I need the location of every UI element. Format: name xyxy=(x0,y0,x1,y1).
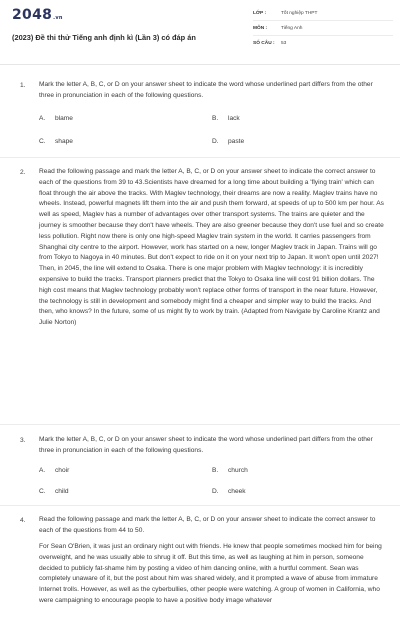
question-number: 2. xyxy=(20,169,26,176)
option-letter: B. xyxy=(212,115,219,122)
question-number: 4. xyxy=(20,517,26,524)
question-3 xyxy=(0,425,400,506)
question-2 xyxy=(0,158,400,425)
option-b[interactable] xyxy=(212,467,248,474)
option-text: cheek xyxy=(228,488,246,495)
option-letter: A. xyxy=(39,467,46,474)
question-prompt: Mark the letter A, B, C, or D on your answer sheet to indicate the word whose underlined part differs from the other three in pronunciation in each of the following questions. xyxy=(39,81,373,99)
option-letter: D. xyxy=(212,488,219,495)
meta-value: 53 xyxy=(281,40,287,46)
reading-passage: Read the following passage and mark the letter A, B, C, or D on your answer sheet to indicate the correct answer to each of the questions from 39 to 43.Scientists have dreamed for a long time about building a 'flying train' which can float through the air above the tracks. With Maglev technology, their dreams are now a reality. Maglev trains have no wheels. Instead, powerful magnets lift them into the air and push them forward, at speeds of up to 500 km per hour. As well as speed, Maglev has a number of advantages over other transport systems. The trains are quieter and the journey is smoother because they don't have wheels. They are also greener because they don't use fuel and so create less pollution. Right now there is only one high-speed Maglev train system in the world. It carries passengers from Shanghai city centre to the airport. However, work has started on a new, longer Maglev track in Japan. Trains will go from Tokyo to Nagoya in 40 minutes. But don't expect to ride on it on your next trip to Japan. It won't open until 2027! Then, in 2045, the line will extend to Osaka. There is one major problem with Maglev technology: it is incredibly expensive to build the tracks. Transport planners predict that the Tokyo to Osaka line will cost 91 billion dollars. The high cost means that Maglev technology probably won't replace other forms of transport in the near future. However, the technology is still in development and somebody might find a cheaper and simpler way to build the tracks. And then, who knows? In the future, some of us might fly to work by train. (Adapted from Navigate by Caroline Krantz and Julie Norton) xyxy=(39,168,384,327)
option-a[interactable] xyxy=(39,467,69,474)
meta-row-count xyxy=(253,36,393,50)
option-letter: A. xyxy=(39,115,46,122)
option-text: church xyxy=(228,467,248,474)
option-text: choir xyxy=(55,467,70,474)
meta-key: LỚP : xyxy=(253,10,267,16)
meta-key: SỐ CÂU : xyxy=(253,40,275,46)
option-c[interactable] xyxy=(39,488,69,495)
option-d[interactable] xyxy=(212,488,246,495)
option-text: lack xyxy=(228,115,240,122)
option-d[interactable] xyxy=(212,138,244,145)
option-letter: C. xyxy=(39,138,46,145)
option-letter: C. xyxy=(39,488,46,495)
question-number: 1. xyxy=(20,82,26,89)
option-letter: D. xyxy=(212,138,219,145)
meta-value: Tiếng Anh xyxy=(281,25,303,31)
page-title: (2023) Đề thi thử Tiếng anh định kì (Lần 3) có đáp án xyxy=(12,33,196,42)
meta-row-subject xyxy=(253,21,393,36)
option-c[interactable] xyxy=(39,138,73,145)
option-text: child xyxy=(55,488,69,495)
question-4 xyxy=(0,506,400,626)
question-prompt: Mark the letter A, B, C, or D on your answer sheet to indicate the word whose underlined part differs from the other three in pronunciation in each of the following questions. xyxy=(39,436,373,454)
question-1 xyxy=(0,65,400,158)
option-letter: B. xyxy=(212,467,219,474)
page-header xyxy=(0,0,400,65)
option-text: blame xyxy=(55,115,73,122)
meta-key: MÔN : xyxy=(253,25,268,31)
option-b[interactable] xyxy=(212,115,240,122)
meta-value: Tốt nghiệp THPT xyxy=(281,10,318,16)
option-text: shape xyxy=(55,138,73,145)
exam-meta-table xyxy=(253,6,393,50)
logo-text: 2048 xyxy=(12,7,53,23)
question-prompt: Read the following passage and mark the letter A, B, C, or D on your answer sheet to indicate the correct answer to each of the questions from 44 to 50. xyxy=(39,516,376,534)
site-logo[interactable] xyxy=(12,7,63,23)
option-a[interactable] xyxy=(39,115,73,122)
question-number: 3. xyxy=(20,437,26,444)
logo-suffix: .vn xyxy=(53,15,63,21)
meta-row-class xyxy=(253,6,393,21)
option-text: paste xyxy=(228,138,245,145)
reading-passage: For Sean O'Brien, it was just an ordinary night out with friends. He knew that people sometimes mocked him for being overweight, and he was usually able to shrug it off. But this time, as well as laughing at him in person, someone decided to publicly fat-shame him by posting a video of him dancing online, with a hurtful comment. Sean was completely unaware of it, but the post about him was shared widely, and it prompted a wave of abuse from immature Internet trolls. However, as well as the cyberbullies, other people were watching. A group of women in California, who were campaigning to encourage people to have a positive body image whatever xyxy=(39,543,382,604)
